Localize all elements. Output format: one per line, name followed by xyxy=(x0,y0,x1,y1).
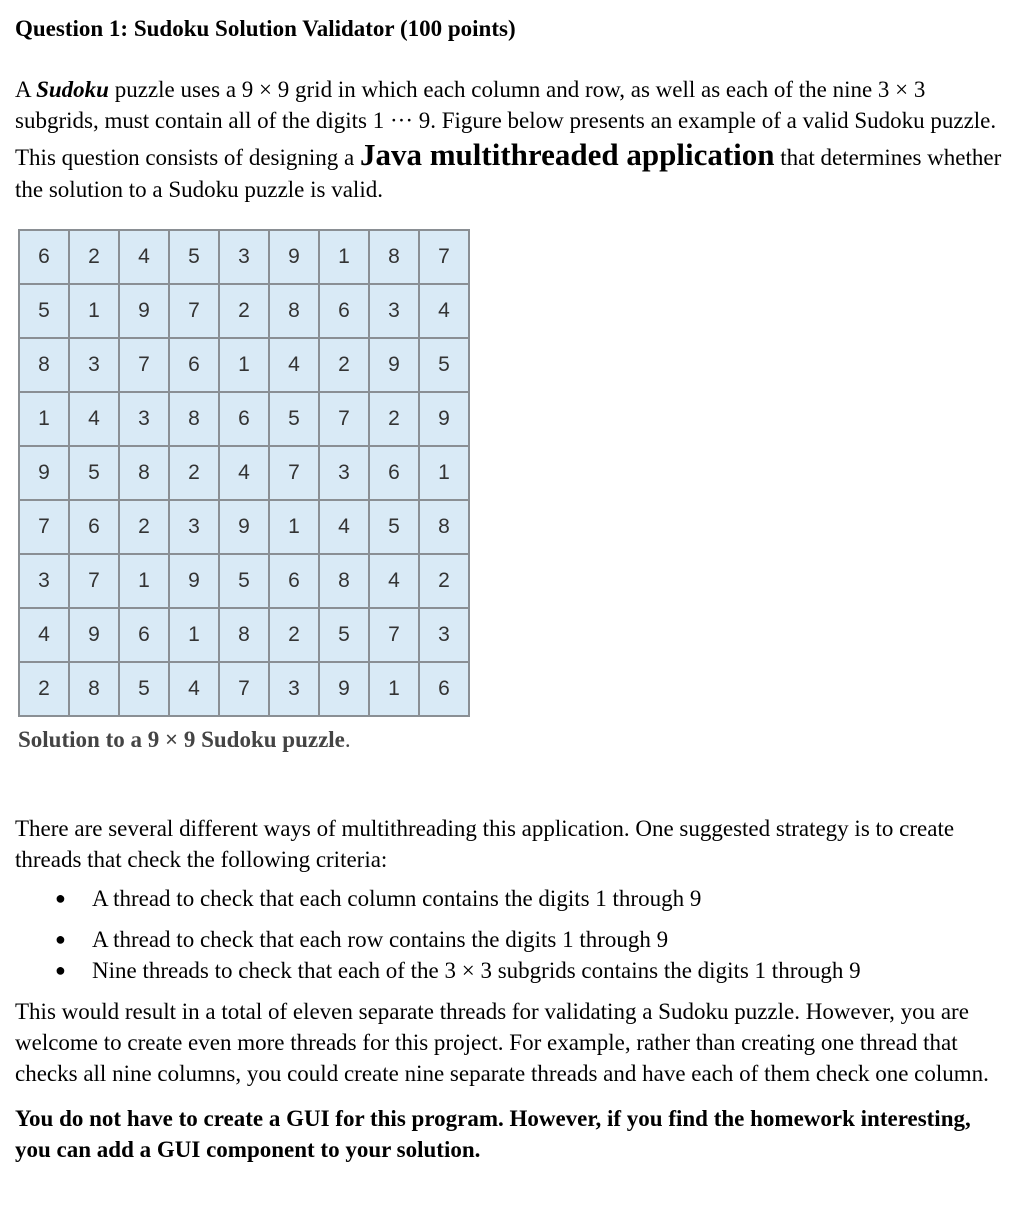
sudoku-cell: 5 xyxy=(219,554,269,608)
sudoku-cell: 6 xyxy=(419,662,469,716)
sudoku-cell: 5 xyxy=(19,284,69,338)
sudoku-cell: 2 xyxy=(69,230,119,284)
sudoku-cell: 4 xyxy=(119,230,169,284)
sudoku-cell: 7 xyxy=(169,284,219,338)
sudoku-cell: 8 xyxy=(219,608,269,662)
criteria-item-text: A thread to check that each column contains the digits 1 through 9 xyxy=(92,886,702,911)
intro-text-end: that determines whether the solution to a Sudoku puzzle is valid. xyxy=(15,145,1002,202)
sudoku-cell: 2 xyxy=(319,338,369,392)
sudoku-cell: 4 xyxy=(219,446,269,500)
sudoku-cell: 5 xyxy=(419,338,469,392)
sudoku-cell: 3 xyxy=(69,338,119,392)
sudoku-cell: 9 xyxy=(119,284,169,338)
sudoku-cell: 3 xyxy=(419,608,469,662)
sudoku-cell: 8 xyxy=(319,554,369,608)
sudoku-cell: 4 xyxy=(319,500,369,554)
sudoku-cell: 3 xyxy=(119,392,169,446)
gui-note-paragraph: You do not have to create a GUI for this program. However, if you find the homework interesting, you can add a GUI component to your solution. xyxy=(15,1106,971,1162)
bullet-icon: ● xyxy=(55,888,66,908)
list-item xyxy=(15,924,1010,955)
sudoku-row xyxy=(19,338,469,392)
sudoku-cell: 2 xyxy=(169,446,219,500)
sudoku-cell: 1 xyxy=(269,500,319,554)
sudoku-cell: 3 xyxy=(369,284,419,338)
sudoku-row xyxy=(19,662,469,716)
sudoku-cell: 4 xyxy=(269,338,319,392)
intro-text-start: A xyxy=(15,77,37,102)
threads-followup-paragraph: This would result in a total of eleven separate threads for validating a Sudoku puzzle. However, you are welcome to create even more threads for this project. For example, rather than creating one thread that checks all nine columns, you could create nine separate threads and have each of them check one column. xyxy=(15,999,989,1086)
sudoku-cell: 6 xyxy=(19,230,69,284)
strategy-paragraph: There are several different ways of multithreading this application. One suggested strategy is to create threads that check the following criteria: xyxy=(15,816,955,872)
sudoku-row xyxy=(19,284,469,338)
sudoku-cell: 8 xyxy=(169,392,219,446)
bullet-icon: ● xyxy=(55,960,66,980)
sudoku-cell: 8 xyxy=(119,446,169,500)
sudoku-cell: 2 xyxy=(219,284,269,338)
intro-paragraph xyxy=(15,74,1010,205)
criteria-item-text: A thread to check that each row contains the digits 1 through 9 xyxy=(92,927,669,952)
sudoku-cell: 9 xyxy=(219,500,269,554)
criteria-item-text: Nine threads to check that each of the 3 × 3 subgrids contains the digits 1 through 9 xyxy=(92,958,861,983)
sudoku-cell: 8 xyxy=(19,338,69,392)
list-item xyxy=(15,955,1010,986)
sudoku-cell: 1 xyxy=(119,554,169,608)
list-item xyxy=(15,883,1010,914)
sudoku-cell: 8 xyxy=(69,662,119,716)
figure-caption-text: Solution to a 9 × 9 Sudoku puzzle xyxy=(18,727,345,752)
sudoku-cell: 2 xyxy=(19,662,69,716)
sudoku-cell: 9 xyxy=(19,446,69,500)
sudoku-row xyxy=(19,392,469,446)
sudoku-cell: 4 xyxy=(369,554,419,608)
sudoku-cell: 4 xyxy=(19,608,69,662)
sudoku-grid xyxy=(18,229,470,717)
sudoku-row xyxy=(19,500,469,554)
sudoku-cell: 1 xyxy=(369,662,419,716)
sudoku-cell: 1 xyxy=(19,392,69,446)
sudoku-cell: 7 xyxy=(419,230,469,284)
sudoku-cell: 6 xyxy=(169,338,219,392)
sudoku-cell: 1 xyxy=(169,608,219,662)
sudoku-cell: 6 xyxy=(119,608,169,662)
sudoku-cell: 7 xyxy=(269,446,319,500)
sudoku-row xyxy=(19,230,469,284)
sudoku-cell: 2 xyxy=(419,554,469,608)
sudoku-cell: 6 xyxy=(69,500,119,554)
sudoku-cell: 4 xyxy=(169,662,219,716)
sudoku-cell: 6 xyxy=(319,284,369,338)
sudoku-cell: 4 xyxy=(419,284,469,338)
sudoku-cell: 5 xyxy=(319,608,369,662)
sudoku-cell: 7 xyxy=(19,500,69,554)
intro-text-middle: puzzle uses a 9 × 9 grid in which each column and row, as well as each of the nine 3 × 3 subgrids, must contain all of the digits 1 ··· 9. Figure below presents an example of a valid Sudoku puzzle. This question consists of designing a xyxy=(15,77,997,170)
sudoku-cell: 7 xyxy=(69,554,119,608)
sudoku-cell: 9 xyxy=(419,392,469,446)
question-title: Question 1: Sudoku Solution Validator (100 points) xyxy=(15,16,516,41)
sudoku-cell: 9 xyxy=(369,338,419,392)
sudoku-term: Sudoku xyxy=(36,77,109,102)
sudoku-cell: 7 xyxy=(219,662,269,716)
sudoku-cell: 8 xyxy=(419,500,469,554)
sudoku-cell: 6 xyxy=(219,392,269,446)
sudoku-cell: 1 xyxy=(69,284,119,338)
sudoku-cell: 8 xyxy=(269,284,319,338)
sudoku-cell: 5 xyxy=(169,230,219,284)
sudoku-cell: 3 xyxy=(269,662,319,716)
sudoku-cell: 2 xyxy=(119,500,169,554)
sudoku-cell: 5 xyxy=(119,662,169,716)
sudoku-cell: 4 xyxy=(69,392,119,446)
sudoku-cell: 1 xyxy=(319,230,369,284)
sudoku-cell: 1 xyxy=(419,446,469,500)
document-page xyxy=(15,12,1010,1165)
criteria-list xyxy=(15,883,1010,986)
sudoku-cell: 9 xyxy=(319,662,369,716)
sudoku-cell: 9 xyxy=(169,554,219,608)
sudoku-cell: 6 xyxy=(269,554,319,608)
java-multithreaded-emphasis: Java multithreaded application xyxy=(359,137,775,172)
sudoku-cell: 5 xyxy=(269,392,319,446)
sudoku-cell: 5 xyxy=(69,446,119,500)
sudoku-cell: 7 xyxy=(119,338,169,392)
sudoku-cell: 3 xyxy=(319,446,369,500)
bullet-icon: ● xyxy=(55,929,66,949)
sudoku-row xyxy=(19,608,469,662)
sudoku-cell: 2 xyxy=(269,608,319,662)
sudoku-row xyxy=(19,554,469,608)
sudoku-cell: 9 xyxy=(269,230,319,284)
figure-caption xyxy=(18,725,1010,755)
sudoku-cell: 6 xyxy=(369,446,419,500)
sudoku-cell: 8 xyxy=(369,230,419,284)
sudoku-cell: 5 xyxy=(369,500,419,554)
figure-caption-period: . xyxy=(344,727,351,752)
sudoku-cell: 3 xyxy=(169,500,219,554)
sudoku-figure xyxy=(18,229,1010,755)
sudoku-cell: 7 xyxy=(369,608,419,662)
sudoku-cell: 1 xyxy=(219,338,269,392)
sudoku-cell: 3 xyxy=(19,554,69,608)
sudoku-row xyxy=(19,446,469,500)
sudoku-cell: 9 xyxy=(69,608,119,662)
sudoku-cell: 3 xyxy=(219,230,269,284)
sudoku-cell: 7 xyxy=(319,392,369,446)
sudoku-cell: 2 xyxy=(369,392,419,446)
